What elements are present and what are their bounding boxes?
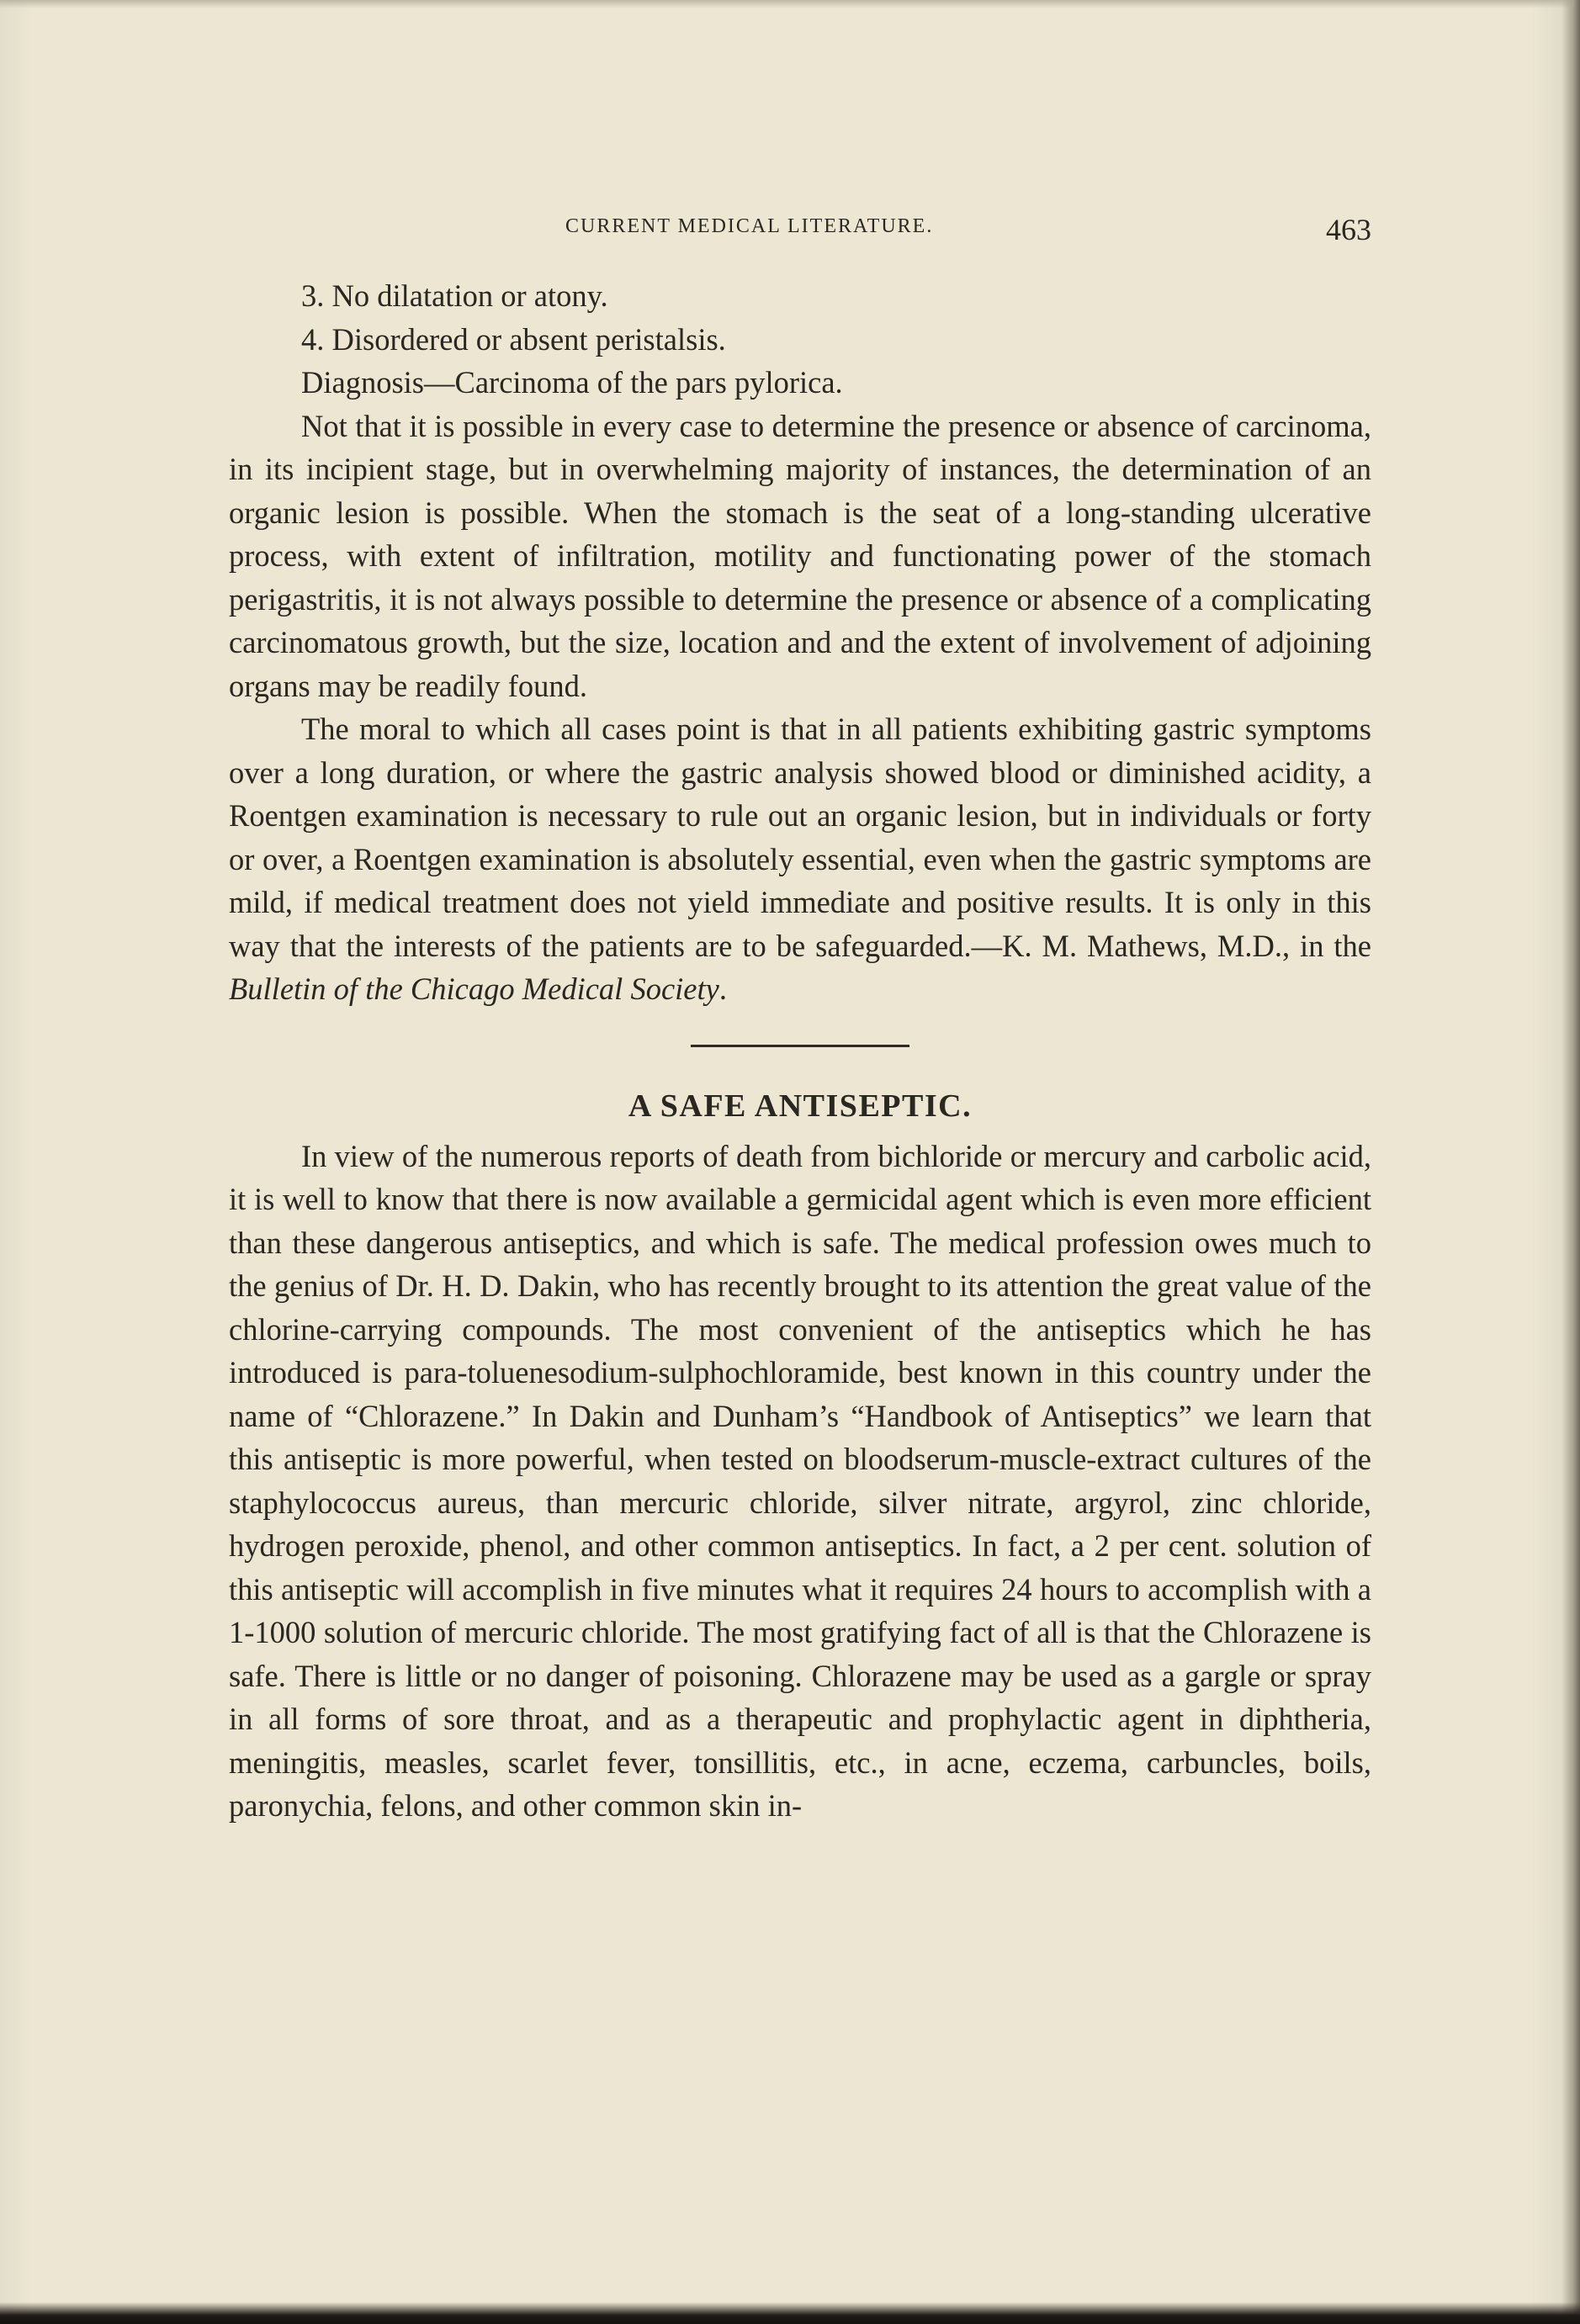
list-item-dilatation: 3. No dilatation or atony. (301, 278, 608, 313)
diagnosis-line: Diagnosis—Carcinoma of the pars pylorica. (301, 365, 843, 400)
page-number: 463 (1326, 213, 1371, 246)
page-edge-right (1561, 0, 1580, 2324)
section-divider (691, 1045, 909, 1047)
paragraph-moral-end: . (718, 971, 727, 1006)
section-title: A SAFE ANTISEPTIC. (628, 1088, 973, 1124)
running-header (229, 212, 1371, 254)
page-body (229, 274, 1371, 1828)
running-title: CURRENT MEDICAL LITERATURE. (565, 215, 934, 237)
top-edge-shadow (0, 0, 1580, 8)
paragraph-moral-text: The moral to which all cases point is that in all patients exhibiting gastric symptoms over a long duration, or where the gastric analysis showed blood or diminished acidity, a Roentgen examination is necessary to rule out an organic lesion, but in individuals or forty or over, a Roentgen examination is absolutely essential, even when the gastric symptoms are mild, if medical treatment does not yield immediate and positive results. It is only in this way that the interests of the patients are to be safeguarded.—K. M. Mathews, M.D., in the (229, 712, 1371, 963)
page-edge-bottom (0, 2302, 1580, 2324)
paragraph-carcinoma: Not that it is possible in every case to determine the presence or absence of carcinoma, in its incipient stage, but in overwhelming majority of instances, the determination of an organic lesion is possible. When the stomach is the seat of a long-standing ulcerative process, with extent of infiltration, motility and functionating power of the stomach perigastritis, it is not always possible to determine the presence or absence of a complicating carcinomatous growth, but the size, location and and the extent of involvement of adjoining organs may be readily found. (229, 408, 1371, 703)
bulletin-citation: Bulletin of the Chicago Medical Society (229, 971, 719, 1006)
paragraph-antiseptic: In view of the numerous reports of death from bichloride or mercury and carbolic acid, it is well to know that there is now available a germicidal agent which is even more efficient than these dangerous antiseptics, and which is safe. The medical profession owes much to the genius of Dr. H. D. Dakin, who has recently brought to its attention the great value of the chlorine-carrying compounds. The most convenient of the antiseptics which he has introduced is para-toluenesodium-sulphochloramide, best known in this country under the name of “Chlorazene.” In Dakin and Dunham’s “Handbook of Antiseptics” we learn that this antiseptic is more powerful, when tested on bloodserum-muscle-extract cultures of the staphylococcus aureus, than mercuric chloride, silver nitrate, argyrol, zinc chloride, hydrogen peroxide, phenol, and other common antiseptics. In fact, a 2 per cent. solution of this antiseptic will accomplish in five minutes what it requires 24 hours to accomplish with a 1-1000 solution of mercuric chloride. The most gratifying fact of all is that the Chlorazene is safe. There is little or no danger of poisoning. Chlorazene may be used as a gargle or spray in all forms of sore throat, and as a therapeutic and prophylactic agent in diphtheria, meningitis, measles, scarlet fever, tonsillitis, etc., in acne, eczema, carbuncles, boils, paronychia, felons, and other common skin in- (229, 1138, 1371, 1823)
list-item-peristalsis: 4. Disordered or absent peristalsis. (301, 321, 726, 357)
paragraph-moral (229, 707, 1371, 1011)
